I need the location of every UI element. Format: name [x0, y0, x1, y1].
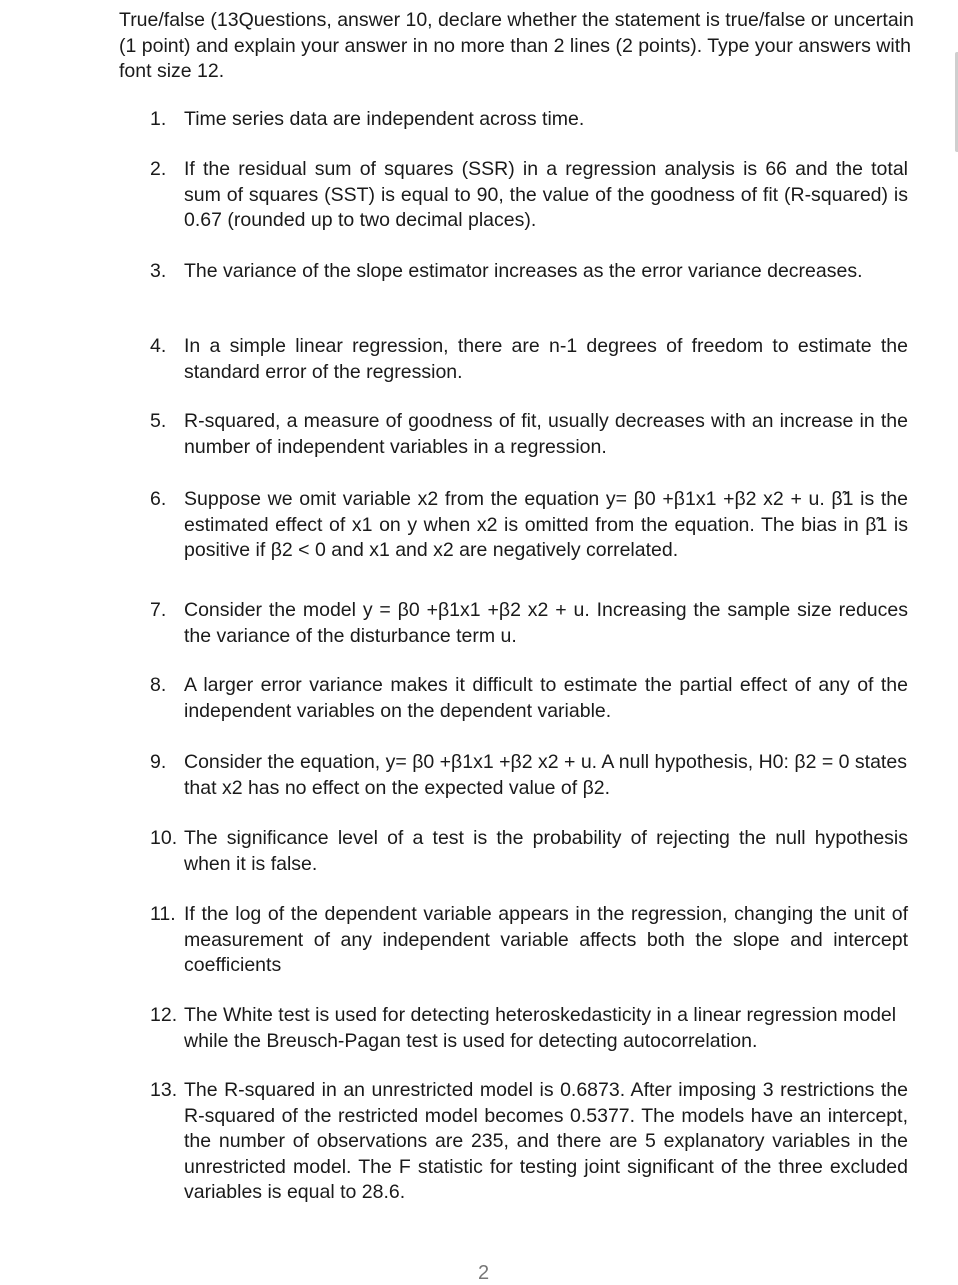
- question-number: 11.: [150, 903, 176, 925]
- question-13: [150, 1078, 908, 1206]
- question-number: 2.: [150, 158, 167, 180]
- question-9: [150, 750, 908, 801]
- question-text: The variance of the slope estimator increases as the error variance decreases.: [184, 260, 863, 282]
- question-number: 5.: [150, 410, 167, 432]
- question-number: 12.: [150, 1004, 178, 1026]
- question-12: [150, 1003, 908, 1054]
- instructions: True/false (13Questions, answer 10, declare whether the statement is true/false or uncertain (1 point) and explain your answer in no more than 2 lines (2 points). Type your answers with font size 12.: [119, 9, 914, 82]
- question-text: In a simple linear regression, there are n-1 degrees of freedom to estimate the standard error of the regression.: [184, 335, 908, 383]
- question-number: 3.: [150, 260, 167, 282]
- page-number: 2: [478, 1262, 490, 1284]
- question-text: The White test is used for detecting heteroskedasticity in a linear regression model while the Breusch-Pagan test is used for detecting autocorrelation.: [184, 1004, 897, 1052]
- question-text: R-squared, a measure of goodness of fit, usually decreases with an increase in the number of independent variables in a regression.: [184, 410, 908, 458]
- question-number: 4.: [150, 335, 167, 357]
- question-4: [150, 334, 908, 385]
- question-number: 13.: [150, 1079, 178, 1101]
- question-text: The R-squared in an unrestricted model is 0.6873. After imposing 3 restrictions the R-squared of the restricted model becomes 0.5377. The models have an intercept, the number of observations are 235, and there are 5 explanatory variables in the unrestricted model. The F statistic for testing joint significant of the three excluded variables is equal to 28.6.: [184, 1079, 908, 1203]
- question-text: If the residual sum of squares (SSR) in a regression analysis is 66 and the total sum of squares (SST) is equal to 90, the value of the goodness of fit (R-squared) is 0.67 (rounded up to two decimal places).: [184, 158, 908, 231]
- question-number: 8.: [150, 674, 167, 696]
- question-number: 10.: [150, 827, 178, 849]
- question-2: [150, 157, 908, 234]
- question-3: [150, 259, 908, 285]
- question-7: [150, 598, 908, 649]
- question-text: Suppose we omit variable x2 from the equation y= β0 +β1x1 +β2 x2 + u. β̃1 is the estimated effect of x1 on y when x2 is omitted from the equation. The bias in β̃1 is positive if β2 < 0 and x1 and x2 are negatively correlated.: [184, 488, 908, 561]
- question-number: 7.: [150, 599, 167, 621]
- question-5: [150, 409, 908, 460]
- question-6: [150, 487, 908, 564]
- question-text: The significance level of a test is the probability of rejecting the null hypothesis when it is false.: [184, 827, 908, 875]
- question-10: [150, 826, 908, 877]
- question-number: 9.: [150, 751, 167, 773]
- question-text: If the log of the dependent variable appears in the regression, changing the unit of measurement of any independent variable affects both the slope and intercept coefficients: [184, 903, 908, 976]
- question-number: 1.: [150, 108, 167, 130]
- question-text: Consider the model y = β0 +β1x1 +β2 x2 + u. Increasing the sample size reduces the variance of the disturbance term u.: [184, 599, 908, 647]
- question-text: A larger error variance makes it difficult to estimate the partial effect of any of the independent variables on the dependent variable.: [184, 674, 908, 722]
- question-1: [150, 107, 908, 133]
- question-number: 6.: [150, 488, 167, 510]
- question-11: [150, 902, 908, 979]
- question-text: Time series data are independent across time.: [184, 108, 585, 130]
- question-8: [150, 673, 908, 724]
- question-text: Consider the equation, y= β0 +β1x1 +β2 x2 + u. A null hypothesis, H0: β2 = 0 states that x2 has no effect on the expected value of β2.: [184, 751, 907, 799]
